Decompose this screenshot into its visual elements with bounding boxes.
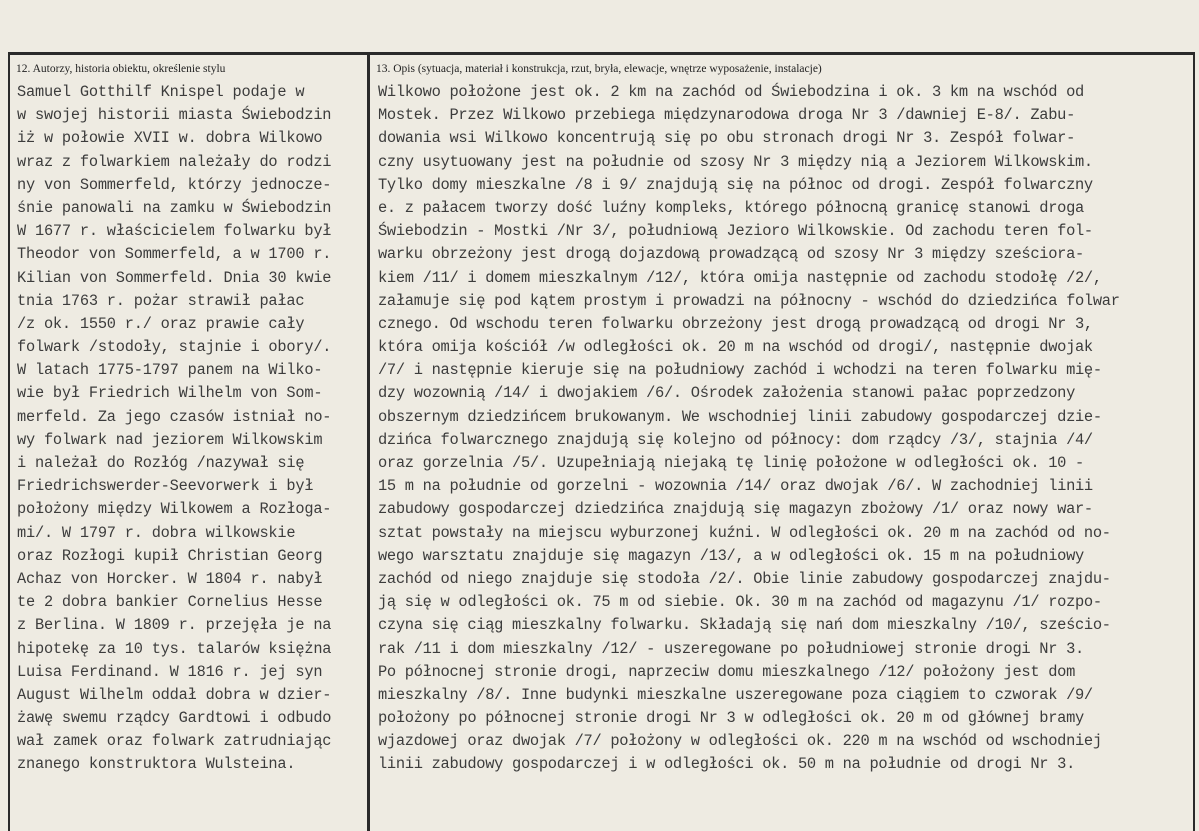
history-line: hipotekę za 10 tys. talarów księżna [17, 639, 332, 658]
history-line: tnia 1763 r. pożar strawił pałac [17, 291, 305, 310]
history-line: Friedrichswerder-Seevorwerk i był [17, 477, 314, 496]
history-line: wy folwark nad jeziorem Wilkowskim [17, 430, 323, 449]
description-line: Świebodzin - Mostki /Nr 3/, południową Jezioro Wilkowskie. Od zachodu teren fol- [378, 222, 1093, 241]
description-line: rak /11 i dom mieszkalny /12/ - uszeregowane po południowej stronie drogi Nr 3. [378, 639, 1084, 658]
description-line: oraz gorzelnia /5/. Uzupełniają niejaką tę linię położone w odległości ok. 10 - [378, 454, 1084, 472]
description-line: która omija kościół /w odległości ok. 20 m na wschód od drogi/, następnie dwojak [378, 338, 1093, 357]
history-line: wraz z folwarkiem należały do rodzi [17, 152, 332, 171]
description-line: czny usytuowany jest na południe od szosy Nr 3 między nią a Jeziorem Wilkowskim. [378, 152, 1093, 171]
history-line: oraz Rozłogi kupił Christian Georg [17, 546, 323, 565]
description-line: Tylko domy mieszkalne /8 i 9/ znajdują się na północ od drogi. Zespół folwarczny [378, 175, 1093, 194]
description-line: cznego. Od wschodu teren folwarku obrzeżony jest drogą prowadzącą od drogi Nr 3, [378, 314, 1093, 333]
description-line: położony po północnej stronie drogi Nr 3 w odległości ok. 20 m od głównej bramy [378, 709, 1084, 728]
description-line: /7/ i następnie kieruje się na południowy zachód i wchodzi na teren folwarku mię- [378, 361, 1102, 380]
description-line: mieszkalny /8/. Inne budynki mieszkalne uszeregowane poza ciągiem to czworak /9/ [378, 685, 1093, 704]
description-line: obszernym dziedzińcem brukowanym. We wschodniej linii zabudowy gospodarczej dzie- [378, 407, 1102, 426]
description-text-column [378, 81, 1120, 777]
description-line: ją się w odległości ok. 75 m od siebie. Ok. 30 m na zachód od magazynu /1/ rozpo- [378, 593, 1102, 612]
description-line: załamuje się pod kątem prostym i prowadzi na północny - wschód do dziedzińca folwar [378, 291, 1120, 310]
description-line: Wilkowo położone jest ok. 2 km na zachód od Świebodzina i ok. 3 km na wschód od [378, 83, 1084, 101]
history-line: śnie panowali na zamku w Świebodzin [17, 198, 332, 217]
description-line: czyna się ciąg mieszkalny folwarku. Składają się nań dom mieszkalny /10/, sześcio- [378, 616, 1111, 635]
history-line: znanego konstruktora Wulsteina. [17, 755, 296, 774]
history-line: wie był Friedrich Wilhelm von Som- [17, 384, 323, 403]
description-line: sztat powstały na miejscu wyburzonej kuźni. W odległości ok. 20 m na zachód od no- [378, 523, 1111, 542]
description-line: 15 m na południe od gorzelni - wozownia /14/ oraz dwojak /6/. W zachodniej linii [378, 477, 1093, 496]
description-line: zabudowy gospodarczej dziedzińca znajdują się magazyn zbożowy /1/ oraz nowy war- [378, 500, 1093, 519]
column-divider [367, 52, 370, 831]
description-line: kiem /11/ i domem mieszkalnym /12/, która omija następnie od zachodu stodołę /2/, [378, 268, 1102, 287]
history-line: w swojej historii miasta Świebodzin [17, 106, 332, 125]
description-line: Mostek. Przez Wilkowo przebiega międzynarodowa droga Nr 3 /dawniej E-8/. Zabu- [378, 106, 1075, 125]
history-line: położony między Wilkowem a Rozłoga- [17, 500, 332, 519]
history-line: folwark /stodoły, stajnie i obory/. [17, 338, 332, 357]
history-line: W latach 1775-1797 panem na Wilko- [17, 361, 323, 380]
history-line: mi/. W 1797 r. dobra wilkowskie [17, 523, 296, 542]
history-line: Samuel Gotthilf Knispel podaje w [17, 83, 305, 101]
history-line: /z ok. 1550 r./ oraz prawie cały [17, 314, 305, 333]
description-line: dzińca folwarcznego znajdują się kolejno od północy: dom rządcy /3/, stajnia /4/ [378, 430, 1093, 449]
history-line: W 1677 r. właścicielem folwarku był [17, 222, 332, 241]
section-12-header: 12. Autorzy, historia obiektu, określenie stylu [16, 63, 226, 75]
history-line: iż w połowie XVII w. dobra Wilkowo [17, 129, 323, 148]
history-line: Kilian von Sommerfeld. Dnia 30 kwie [17, 268, 332, 287]
section-13-header: 13. Opis (sytuacja, materiał i konstrukcja, rzut, bryła, elewacje, wnętrze wyposażenie, instalacje) [376, 63, 822, 75]
history-line: z Berlina. W 1809 r. przejęła je na [17, 616, 332, 635]
history-line: Theodor von Sommerfeld, a w 1700 r. [17, 245, 332, 264]
description-line: dowania wsi Wilkowo koncentrują się po obu stronach drogi Nr 3. Zespół folwar- [378, 129, 1075, 148]
history-line: Achaz von Horcker. W 1804 r. nabył [17, 569, 323, 588]
history-line: August Wilhelm oddał dobra w dzier- [17, 685, 332, 704]
history-text-column [17, 81, 331, 777]
description-line: dzy wozownią /14/ i dwojakiem /6/. Ośrodek założenia stanowi pałac poprzedzony [378, 384, 1075, 403]
history-line: ny von Sommerfeld, którzy jednocze- [17, 175, 332, 194]
description-line: Po północnej stronie drogi, naprzeciw domu mieszkalnego /12/ położony jest dom [378, 662, 1075, 681]
history-line: i należał do Rozłóg /nazywał się [17, 454, 305, 472]
history-line: te 2 dobra bankier Cornelius Hesse [17, 593, 323, 612]
description-line: e. z pałacem tworzy dość luźny kompleks, którego północną granicę stanowi droga [378, 198, 1084, 217]
description-line: linii zabudowy gospodarczej i w odległości ok. 50 m na południe od drogi Nr 3. [378, 755, 1075, 774]
top-rule [8, 52, 1193, 55]
left-rule [8, 52, 10, 831]
history-line: merfeld. Za jego czasów istniał no- [17, 407, 332, 426]
history-line: żawę swemu rządcy Gardtowi i odbudo [17, 709, 332, 728]
description-line: warku obrzeżony jest drogą dojazdową prowadzącą od szosy Nr 3 między sześciora- [378, 245, 1084, 264]
right-rule [1193, 52, 1195, 831]
description-line: zachód od niego znajduje się stodoła /2/. Obie linie zabudowy gospodarczej znajdu- [378, 569, 1111, 588]
history-line: Luisa Ferdinand. W 1816 r. jej syn [17, 662, 323, 681]
description-line: wego warsztatu znajduje się magazyn /13/, a w odległości ok. 15 m na południowy [378, 546, 1084, 565]
history-line: wał zamek oraz folwark zatrudniając [17, 732, 332, 751]
description-line: wjazdowej oraz dwojak /7/ położony w odległości ok. 220 m na wschód od wschodniej [378, 732, 1102, 751]
